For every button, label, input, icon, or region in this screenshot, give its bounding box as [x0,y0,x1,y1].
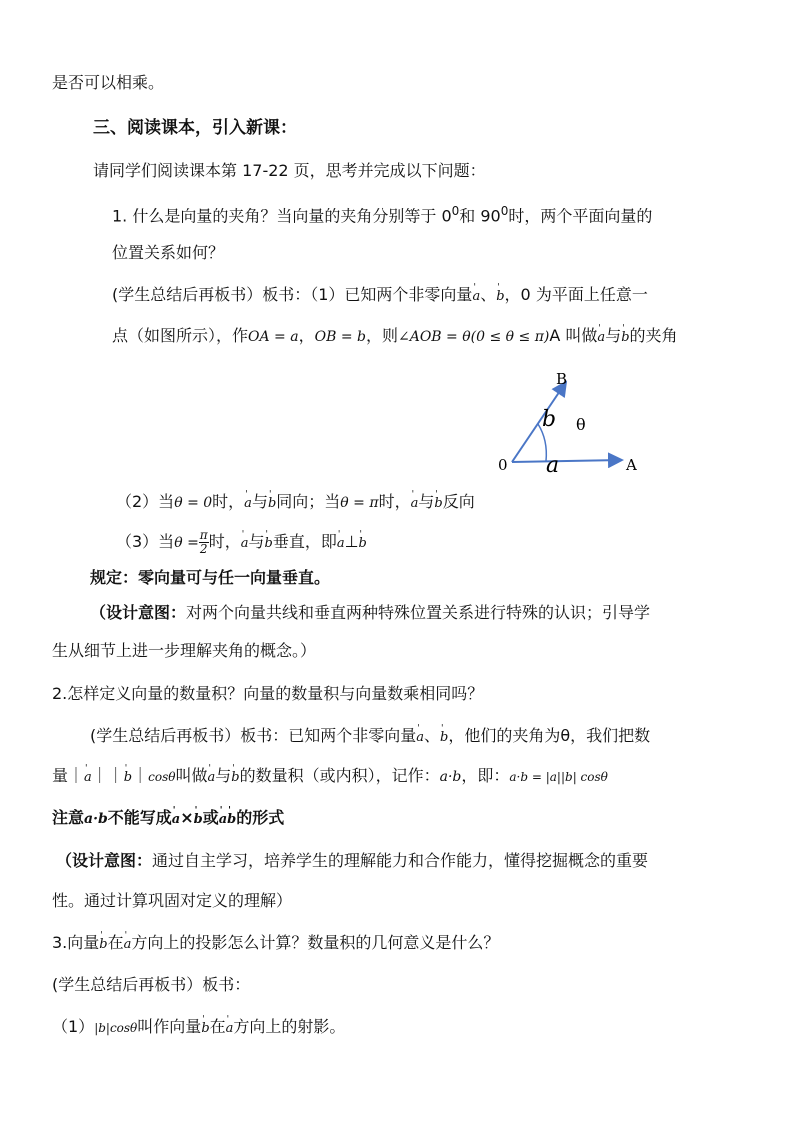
vector-b: ' b [194,809,203,831]
vector-a: ' a [411,493,419,515]
cos-theta: cosθ [148,770,176,784]
vector-b: ' b [268,493,276,515]
board-line-3 [90,725,650,749]
text: （3）当 [116,532,175,551]
text: 时， [208,532,241,551]
vector-a: ' a [219,809,227,831]
note-line [52,807,284,831]
text: 在 [209,1017,226,1036]
text: 的形式 [236,808,285,827]
text: 方向上的投影怎么计算？数量积的几何意义是什么？ [131,933,500,952]
text: ，则 [365,326,398,345]
vector-b: ' b [264,530,272,558]
vector-oa: OA = a [248,329,299,345]
text: ，他们的夹角为θ，我们把数 [448,726,651,745]
degree-mark: 0 [500,204,509,218]
dot-product: a·b [439,769,462,785]
text: （1） [52,1017,95,1036]
text: (学生总结后再板书）板书：（1）已知两个非零向量 [112,285,473,304]
angle-figure [490,362,690,482]
vector-a: ' a [207,767,215,789]
vector-b: ' b [359,530,367,558]
expr: θ = π [340,495,379,511]
vector-b: ' b [201,1018,209,1040]
label-theta: θ [576,415,586,434]
vector-a: ' a [597,327,605,349]
text: 3.向量 [52,933,100,952]
expr: θ = 0 [174,495,213,511]
numerator: π [199,528,208,542]
text: 时， [378,492,411,511]
vector-a: ' a [226,1018,234,1040]
text: 量｜ [52,766,85,785]
text: 不能写成 [107,808,172,827]
intro-line: 请同学们阅读课本第 17-22 页，思考并完成以下问题： [93,161,486,180]
text: ，即： [461,766,510,785]
design-intent-2-cont: 性。通过计算巩固对定义的理解） [52,891,293,910]
text: 通过自主学习，培养学生的理解能力和合作能力，懂得挖掘概念的重要 [152,851,649,870]
text: 1. 什么是向量的夹角？当向量的夹角分别等于 0 [112,206,452,226]
text: 在 [107,933,124,952]
text: 和 90 [459,206,501,226]
angle-expression: ∠AOB = θ(0 ≤ θ ≤ π) [397,329,550,345]
text: 时，两个平面向量的 [508,206,653,226]
label-a: a [546,453,560,478]
vector-b-arrow [512,382,566,462]
vector-a: ' a [337,530,345,558]
denominator: 2 [199,542,208,556]
text: ｜｜ [91,766,124,785]
cross-symbol: × [180,808,194,827]
vector-a: ' a [124,934,132,956]
text: 点（如图所示），作 [112,326,249,345]
vector-b: ' b [227,809,236,831]
text-line [52,72,164,94]
text: 时， [212,492,245,511]
vector-b: ' b [434,493,442,515]
vector-a: ' a [172,809,180,831]
text: 叫做 [175,766,208,785]
vector-a: ' a [244,493,252,515]
vector-b: ' b [621,327,629,349]
case-3 [116,528,367,558]
text: 注意 [52,808,85,827]
dot-product: a·b [84,811,108,827]
text: 与 [605,326,622,345]
vector-a: ' a [84,767,92,789]
dot-product-formula: a·b = |a||b| cosθ [509,770,608,784]
question-1-cont: 位置关系如何？ [112,243,225,262]
label-O: 0 [498,456,508,474]
text: ，0 为平面上任意一 [504,285,648,304]
text: 与 [418,492,435,511]
board-line-2: 点（如图所示），作OA = a，OB = b，则∠AOB = θ(0 ≤ θ ≤ π)A 叫做' a与' b的夹角 [112,325,678,349]
vector-b: ' b [99,934,107,956]
fraction-pi-over-2 [199,529,209,556]
vector-b: ' b [440,727,448,749]
text: 的夹角 [629,326,678,345]
design-intent-1 [90,602,650,624]
case-2 [116,491,475,515]
text: ｜ [132,766,149,785]
vector-a: ' a [241,530,249,558]
text: 的数量积（或内积），记作： [239,766,440,785]
vector-a: ' a [472,286,480,308]
question-1 [112,200,652,227]
vector-a: ' a [416,727,424,749]
design-intent-2 [56,850,648,872]
board-line-6 [52,1016,345,1040]
rule-line: 规定：零向量可与任一向量垂直。 [90,568,331,587]
vector-ob: OB = b [314,329,366,345]
text: 或 [202,808,219,827]
text: 与 [248,532,265,551]
vector-b: ' b [231,767,239,789]
text: A 叫做 [549,326,598,345]
vector-b: ' b [124,767,132,789]
board-line-5: (学生总结后再板书）板书： [52,975,251,994]
vector-b: ' b [496,286,504,308]
text: (学生总结后再板书）板书：已知两个非零向量 [90,726,417,745]
perp-symbol: ⊥ [344,532,359,551]
question-2: 2.怎样定义向量的数量积？向量的数量积与向量数乘相同吗？ [52,684,484,703]
text: 方向上的射影。 [233,1017,346,1036]
text: 、 [480,285,497,304]
text: 与 [215,766,232,785]
question-3 [52,932,499,956]
label: （设计意图： [56,851,153,870]
label: （设计意图： [90,603,187,622]
label-B: B [556,370,568,388]
board-line-4 [52,765,608,789]
board-line-1 [112,284,648,308]
text: 与 [251,492,268,511]
design-intent-1-cont: 生从细节上进一步理解夹角的概念。） [52,641,317,660]
text: 叫作向量 [137,1017,202,1036]
section-heading: 三、阅读课本，引入新课： [93,118,297,138]
vector-a-arrow [512,460,622,462]
text: 反向 [442,492,475,511]
text: 垂直，即 [272,532,337,551]
text: 是否可以相乘。 [52,73,165,92]
expr: θ = [174,535,199,551]
label-A: A [626,456,637,474]
text: 、 [424,726,441,745]
degree-mark: 0 [451,204,460,218]
text: （2）当 [116,492,175,511]
text: 对两个向量共线和垂直两种特殊位置关系进行特殊的认识；引导学 [186,603,651,622]
text: 同向；当 [276,492,341,511]
label-b: b [542,407,557,432]
projection-expr: |b|cosθ [94,1021,138,1035]
